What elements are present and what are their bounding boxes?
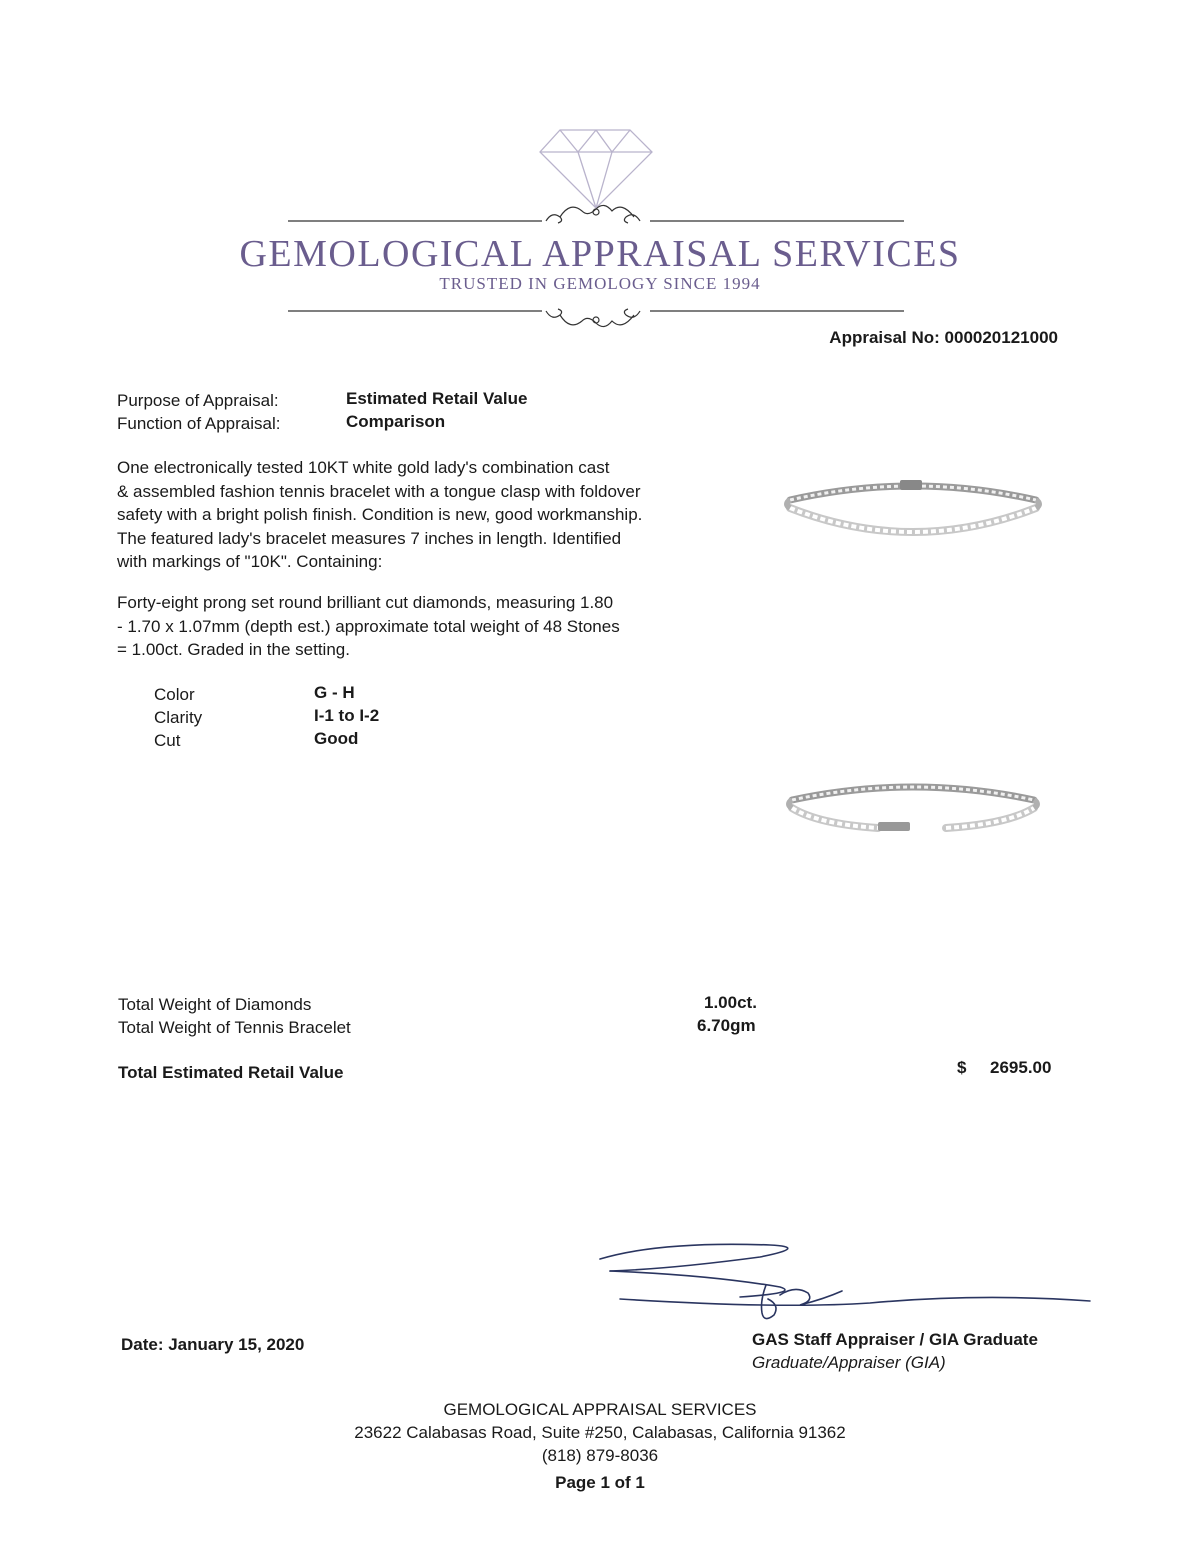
total-diamonds-label: Total Weight of Diamonds bbox=[118, 995, 312, 1014]
description-line: & assembled fashion tennis bracelet with a tongue clasp with foldover bbox=[117, 481, 641, 501]
grade-label-clarity: Clarity bbox=[154, 708, 203, 727]
signature bbox=[580, 1235, 1100, 1325]
description-line: One electronically tested 10KT white gold lady's combination cast bbox=[117, 458, 610, 477]
stones-line: - 1.70 x 1.07mm (depth est.) approximate total weight of 48 Stones bbox=[117, 616, 620, 636]
stones-line: Forty-eight prong set round brilliant cut diamonds, measuring 1.80 bbox=[117, 593, 614, 612]
bottom-ornament-line bbox=[288, 309, 904, 327]
item-description bbox=[117, 456, 737, 574]
footer-phone: (818) 879-8036 bbox=[541, 1446, 659, 1465]
bracelet-photo-top bbox=[778, 468, 1048, 558]
brand-name: GEMOLOGICAL APPRAISAL SERVICES bbox=[239, 233, 961, 275]
stones-description bbox=[117, 591, 737, 662]
grade-value-cut: Good bbox=[314, 729, 359, 748]
function-value: Comparison bbox=[346, 412, 446, 431]
stones-line: = 1.00ct. Graded in the setting. bbox=[117, 640, 350, 659]
purpose-value: Estimated Retail Value bbox=[346, 389, 528, 408]
page-number: Page 1 of 1 bbox=[555, 1473, 645, 1492]
grading-values bbox=[314, 681, 379, 750]
purpose-label: Purpose of Appraisal: bbox=[117, 391, 279, 410]
grade-value-clarity: I-1 to I-2 bbox=[314, 706, 380, 725]
grade-label-color: Color bbox=[154, 685, 195, 704]
description-line: with markings of "10K". Containing: bbox=[117, 552, 383, 571]
total-bracelet-value: 6.70gm bbox=[697, 1016, 756, 1035]
signer-title: GAS Staff Appraiser / GIA Graduate bbox=[752, 1330, 1038, 1349]
signer-subtitle: Graduate/Appraiser (GIA) bbox=[752, 1353, 946, 1372]
retail-value-label: Total Estimated Retail Value bbox=[118, 1063, 344, 1082]
appraisal-number: Appraisal No: 000020121000 bbox=[829, 328, 1058, 347]
grade-label-cut: Cut bbox=[154, 731, 181, 750]
bracelet-photo-open bbox=[778, 770, 1048, 860]
footer-company: GEMOLOGICAL APPRAISAL SERVICES bbox=[443, 1400, 757, 1419]
total-diamonds-value: 1.00ct. bbox=[704, 993, 757, 1012]
description-line: The featured lady's bracelet measures 7 inches in length. Identified bbox=[117, 528, 622, 548]
diamond-icon bbox=[540, 130, 652, 208]
currency-symbol: $ bbox=[957, 1058, 967, 1077]
appraisal-date: Date: January 15, 2020 bbox=[121, 1335, 305, 1354]
brand-tagline: TRUSTED IN GEMOLOGY SINCE 1994 bbox=[439, 274, 761, 293]
retail-value: 2695.00 bbox=[990, 1058, 1052, 1077]
grading-labels bbox=[154, 683, 202, 752]
description-line: safety with a bright polish finish. Condition is new, good workmanship. bbox=[117, 505, 643, 524]
total-bracelet-label: Total Weight of Tennis Bracelet bbox=[118, 1018, 351, 1037]
function-label: Function of Appraisal: bbox=[117, 414, 281, 433]
footer-address: 23622 Calabasas Road, Suite #250, Calabasas, California 91362 bbox=[354, 1423, 846, 1442]
grade-value-color: G - H bbox=[314, 683, 355, 702]
